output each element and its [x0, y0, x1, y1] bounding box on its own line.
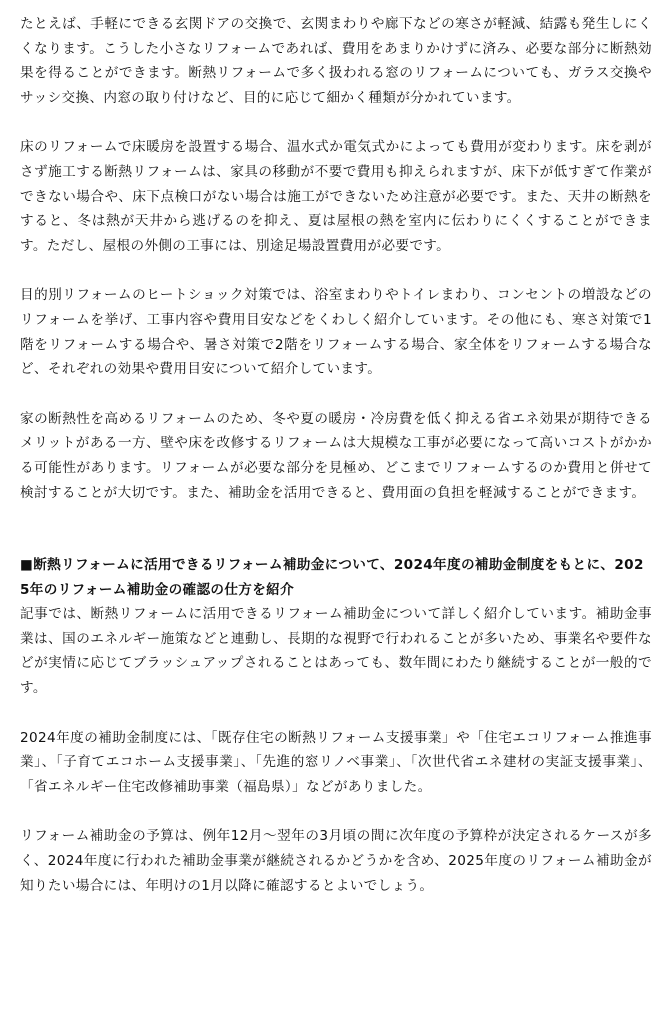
paragraph-subsidy-programs: 2024年度の補助金制度には、「既存住宅の断熱リフォーム支援事業」や「住宅エコリフォーム推進事業」、「子育てエコホーム支援事業」、「先進的窓リノベ事業」、「次世代省エネ建材の実証支援事業」、「省エネルギー住宅改修補助事業（福島県）」などがありました。 — [20, 729, 652, 795]
paragraph-insulation-cost: 家の断熱性を高めるリフォームのため、冬や夏の暖房・冷房費を低く抑える省エネ効果が期待できるメリットがある一方、壁や床を改修するリフォームは大規模な工事が必要になって高いコストがかかる可能性があります。リフォームが必要な部分を見極め、どこまでリフォームするのか費用と併せて検討することが大切です。また、補助金を活用できると、費用面の負担を軽減することができます。 — [20, 410, 652, 501]
paragraph-spacer — [20, 382, 652, 407]
paragraph-subsidy-budget: リフォーム補助金の予算は、例年12月～翌年の3月頃の間に次年度の予算枠が決定されるケースが多く、2024年度に行われた補助金事業が継続されるかどうかを含め、2025年度のリフォーム補助金が知りたい場合には、年明けの1月以降に確認するとよいでしょう。 — [20, 828, 652, 894]
paragraph-heat-shock: 目的別リフォームのヒートショック対策では、浴室まわりやトイレまわり、コンセントの増設などのリフォームを挙げ、工事内容や費用目安などをくわしく紹介しています。その他にも、寒さ対策で1階をリフォームする場合や、暑さ対策で2階をリフォームする場合、家全体をリフォームする場合など、それぞれの効果や費用目安について紹介しています。 — [20, 287, 652, 378]
paragraph-spacer — [20, 110, 652, 135]
paragraph-door-window: たとえば、手軽にできる玄関ドアの交換で、玄関まわりや廊下などの寒さが軽減、結露も発生しにくくなります。こうした小さなリフォームであれば、費用をあまりかけずに済み、必要な部分に断熱効果を得ることができます。断熱リフォームで多く扱われる窓のリフォームについても、ガラス交換やサッシ交換、内窓の取り付けなど、目的に応じて細かく種類が分かれています。 — [20, 16, 652, 106]
paragraph-subsidy-overview: 記事では、断熱リフォームに活用できるリフォーム補助金について詳しく紹介しています。補助金事業は、国のエネルギー施策などと連動し、長期的な視野で行われることが多いため、事業名や要件などが実情に応じてブラッシュアップされることはあっても、数年間にわたり継続することが一般的です。 — [20, 606, 652, 697]
section-heading-subsidy: ■断熱リフォームに活用できるリフォーム補助金について、2024年度の補助金制度をもとに、2025年のリフォーム補助金の確認の仕方を紹介 — [20, 557, 644, 598]
paragraph-spacer — [20, 799, 652, 824]
paragraph-floor-ceiling: 床のリフォームで床暖房を設置する場合、温水式か電気式かによっても費用が変わります。床を剥がさず施工する断熱リフォームは、家具の移動が不要で費用も抑えられますが、床下が低すぎて作業ができない場合や、床下点検口がない場合は施工ができないため注意が必要です。また、天井の断熱をすると、冬は熱が天井から逃げるのを抑え、夏は屋根の熱を室内に伝わりにくくすることができます。ただし、屋根の外側の工事には、別途足場設置費用が必要です。 — [20, 139, 652, 254]
section-spacer — [20, 505, 652, 553]
paragraph-spacer — [20, 701, 652, 726]
paragraph-spacer — [20, 258, 652, 283]
article-body — [20, 12, 652, 898]
